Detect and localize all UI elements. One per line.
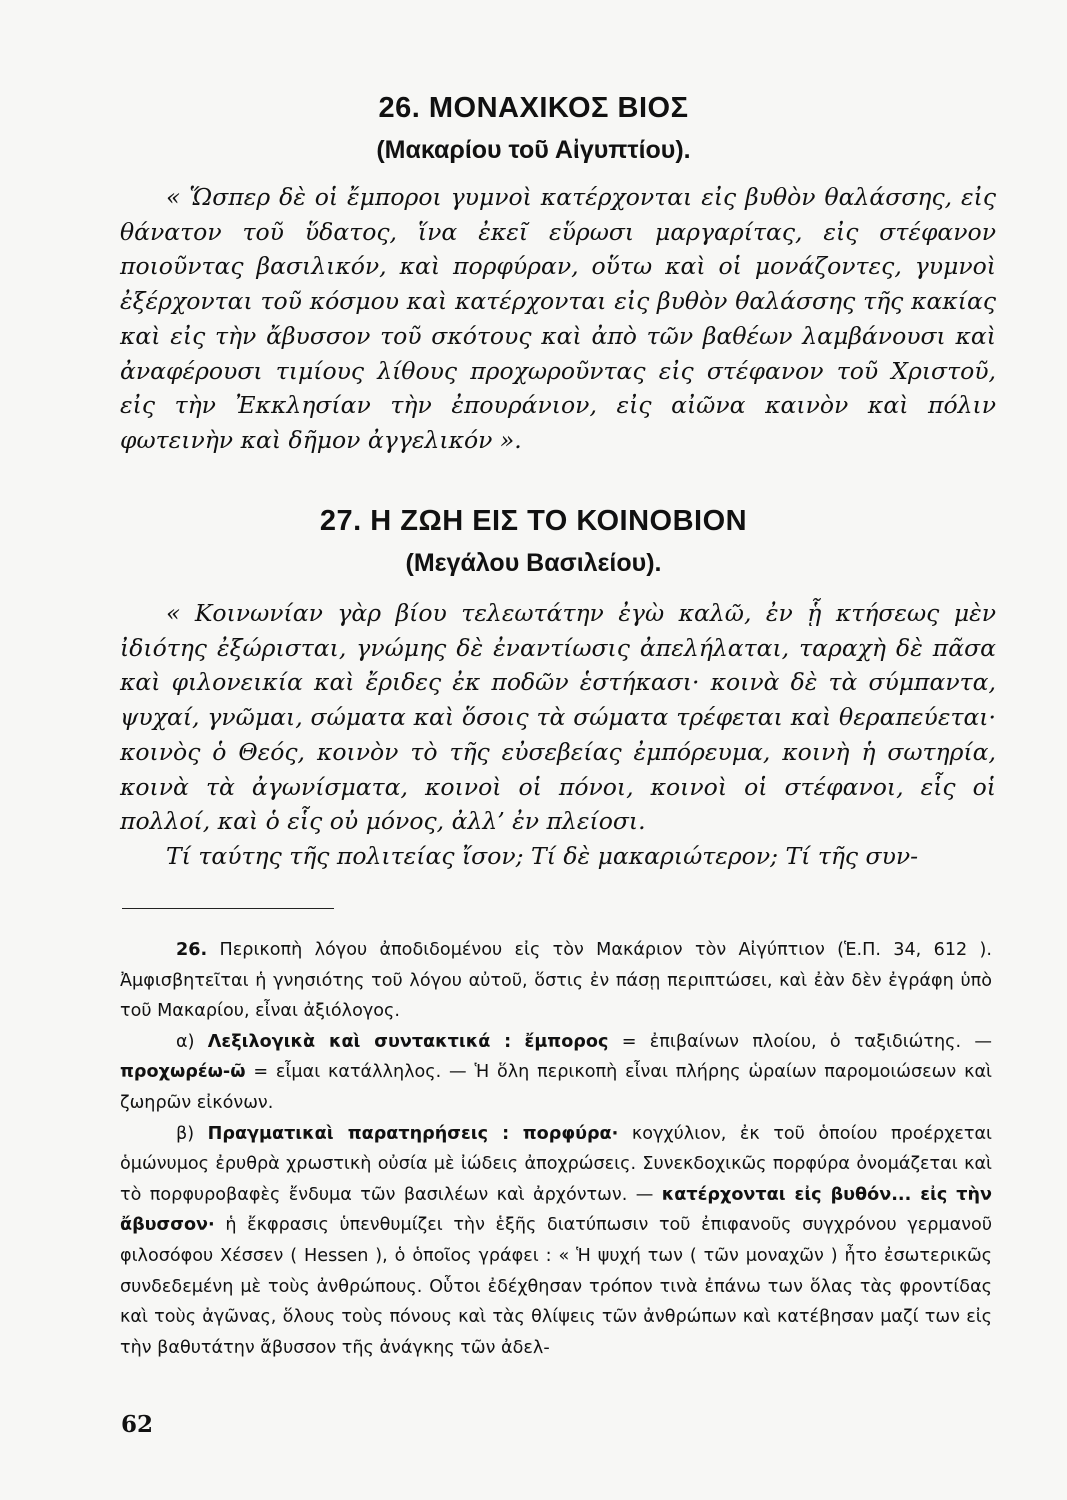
note-term: προχωρέω-ῶ xyxy=(120,1062,246,1083)
section-27-paragraph: Τί ταύτης τῆς πολιτείας ἴσον; Τί δὲ μακαριώτερον; Τί τῆς συν- xyxy=(166,841,919,870)
section-27-title: 27. Η ΖΩΗ ΕΙΣ ΤΟ ΚΟΙΝΟΒΙΟΝ xyxy=(319,505,748,537)
note-term: κατέρχονται εἰς βυθόν... εἰς τὴν ἄβυσσον· xyxy=(120,1184,992,1236)
note-term: πορφύρα· xyxy=(522,1123,619,1144)
note-label: β) xyxy=(176,1123,195,1144)
footnote-lexical xyxy=(120,1027,992,1119)
footnote-number: 26. xyxy=(176,940,208,960)
section-27-paragraph: « Κοινωνίαν γὰρ βίου τελεωτάτην ἐγὼ καλῶ, ἐν ᾗ κτήσεως μὲν ἰδιότης ἐξώρισται, γνώμης δὲ ἐναντίωσις ἀπελήλαται, ταραχὴ δὲ πᾶσα καὶ φιλονεικία καὶ ἔριδες ἐκ ποδῶν ἑστήκασι· κοινὰ δὲ τὰ σύμπαντα, ψυχαί, γνῶμαι, σώματα καὶ ὅσοις τὰ σώματα τρέφεται καὶ θεραπεύεται· κοινὸς ὁ Θεός, κοινὸν τὸ τῆς εὐσεβείας ἐμπόρευμα, κοινὴ ἡ σωτηρία, κοινὰ τὰ ἀγωνίσματα, κοινοὶ οἱ πόνοι, κοινοὶ οἱ στέφανοι, εἷς οἱ πολλοί, καὶ ὁ εἷς οὐ μόνος, ἀλλ’ ἐν πλείοσι. xyxy=(120,599,996,836)
note-heading: Λεξιλογικὰ καὶ συντακτικά : xyxy=(207,1031,512,1052)
footnote-26 xyxy=(120,935,992,1027)
note-definition: = ἐπιβαίνων πλοίου, ὁ ταξιδιώτης. — xyxy=(621,1031,992,1052)
note-definition: κογχύλιον, ἐκ τοῦ ὁποίου προέρχεται ὁμώνυμος ἐρυθρὰ χρωστικὴ οὐσία μὲ ἰώδεις ἀποχρώσεις. Συνεκδοχικῶς πορφύρα ὀνομάζεται καὶ τὸ πορφυροβαφὲς ἔνδυμα τῶν βασιλέων καὶ ἀρχόντων. — xyxy=(120,1123,993,1205)
footnote-factual xyxy=(120,1119,992,1364)
note-definition: ἡ ἔκφρασις ὑπενθυμίζει τὴν ἑξῆς διατύπωσιν τοῦ ἐπιφανοῦς συγχρόνου γερμανοῦ φιλοσόφου Χέσσεν ( Hessen ), ὁ ὁποῖος γράφει : « Ἡ ψυχή των ( τῶν μοναχῶν ) ἦτο ἐσωτερικῶς συνδεδεμένη μὲ τοὺς ἀνθρώπους. Οὗτοι ἐδέχθησαν τρόπον τινὰ ἐπάνω των ὅλας τὰς φροντίδας καὶ τοὺς ἀγῶνας, ὅλους τοὺς πόνους καὶ τὰς θλίψεις τῶν ἀνθρώπων καὶ κατέβησαν μαζί των εἰς τὴν βαθυτάτην ἄβυσσον τῆς ἀνάγκης τῶν ἀδελ- xyxy=(120,1215,992,1358)
section-27-body xyxy=(120,596,996,874)
section-26-title: 26. ΜΟΝΑΧΙΚΟΣ ΒΙΟΣ xyxy=(378,92,689,124)
note-term: ἔμπορος xyxy=(524,1031,609,1052)
note-label: α) xyxy=(176,1031,195,1052)
section-27-subtitle: (Μεγάλου Βασιλείου). xyxy=(405,549,662,577)
section-26-body xyxy=(120,180,996,458)
note-heading: Πραγματικαὶ παρατηρήσεις : xyxy=(207,1123,510,1144)
footnote-text: Περικοπὴ λόγου ἀποδιδομένου εἰς τὸν Μακάριον τὸν Αἰγύπτιον (Ἑ.Π. 34, 612 ). Ἀμφισβητεῖται ἡ γνησιότης τοῦ λόγου αὐτοῦ, ὅστις ἐν πάσῃ περιπτώσει, καὶ ἐὰν δὲν ἐγράφη ὑπὸ τοῦ Μακαρίου, εἶναι ἀξιόλογος. xyxy=(120,940,993,1022)
note-definition: = εἶμαι κατάλληλος. — Ἡ ὅλη περικοπὴ εἶναι πλήρης ὡραίων παρομοιώσεων καὶ ζωηρῶν εἰκόνων. xyxy=(120,1062,992,1113)
footnotes xyxy=(120,935,992,1363)
section-26-paragraph: « Ὥσπερ δὲ οἱ ἔμποροι γυμνοὶ κατέρχονται εἰς βυθὸν θαλάσσης, εἰς θάνατον τοῦ ὕδατος, ἵνα ἐκεῖ εὕρωσι μαργαρίτας, εἰς στέφανον ποιοῦντας βασιλικόν, καὶ πορφύραν, οὕτω καὶ οἱ μονάζοντες, γυμνοὶ ἐξέρχονται τοῦ κόσμου καὶ κατέρχονται εἰς βυθὸν θαλάσσης τῆς κακίας καὶ εἰς τὴν ἄβυσσον τοῦ σκότους καὶ ἀπὸ τῶν βαθέων λαμβάνουσι καὶ ἀναφέρουσι τιμίους λίθους προχωροῦντας εἰς στέφανον τοῦ Χριστοῦ, εἰς τὴν Ἐκκλησίαν τὴν ἐπουράνιον, εἰς αἰῶνα καινὸν καὶ πόλιν φωτεινὴν καὶ δῆμον ἀγγελικόν ». xyxy=(120,183,996,454)
section-26-subtitle: (Μακαρίου τοῦ Αἰγυπτίου). xyxy=(376,136,691,164)
footnote-divider xyxy=(122,908,334,909)
page-number: 62 xyxy=(121,1411,154,1438)
